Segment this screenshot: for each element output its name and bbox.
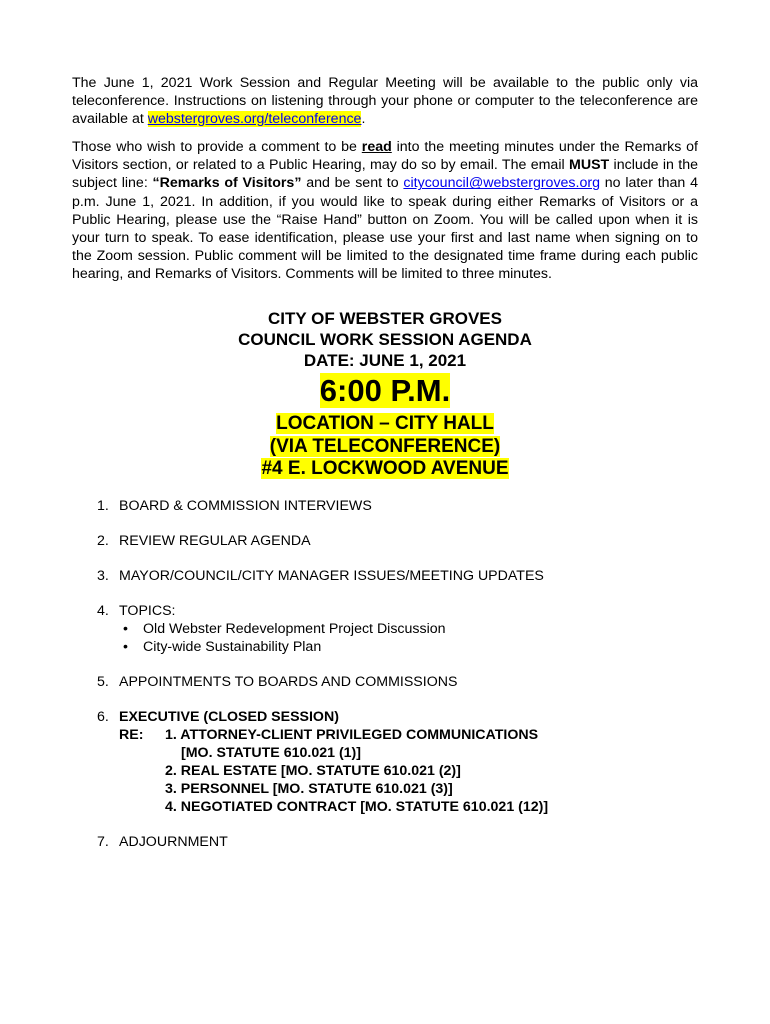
agenda-item-6 bbox=[72, 708, 698, 816]
intro-period: . bbox=[361, 111, 366, 128]
meeting-time-text: 6:00 P.M. bbox=[319, 373, 451, 409]
item-number: 2. bbox=[97, 532, 109, 549]
item-label: ADJOURNMENT bbox=[119, 833, 228, 850]
item-number: 4. bbox=[97, 602, 109, 619]
topic-label: Old Webster Redevelopment Project Discussion bbox=[143, 620, 446, 637]
location-text-2: (VIA TELECONFERENCE) bbox=[269, 435, 501, 457]
subject-line-text: “Remarks of Visitors” bbox=[152, 175, 302, 192]
agenda-list bbox=[72, 497, 698, 851]
item-number: 5. bbox=[97, 673, 109, 690]
item-label: EXECUTIVE (CLOSED SESSION) bbox=[119, 708, 339, 725]
agenda-item-5 bbox=[72, 673, 698, 691]
location-line-3 bbox=[72, 458, 698, 481]
re-row bbox=[119, 726, 698, 744]
topics-list bbox=[119, 620, 698, 656]
must-emphasis: MUST bbox=[569, 157, 610, 174]
item-label: REVIEW REGULAR AGENDA bbox=[119, 532, 311, 549]
topic-item bbox=[119, 620, 698, 638]
location-text-3: #4 E. LOCKWOOD AVENUE bbox=[261, 458, 509, 480]
agenda-item-1 bbox=[72, 497, 698, 515]
closed-session-details bbox=[119, 726, 698, 816]
comment-text-e: no later than 4 p.m. June 1, 2021. In addition, if you would like to speak during either Remarks of Visitors or a Public Hearing, please use the “Raise Hand” button on Zoom. You will be called upon when it is your turn to speak. To ease identification, please use your first and last name when signing on to the Zoom session. Public comment will be limited to the designated time frame during each public hearing, and Remarks of Visitors. Comments will be limited to three minutes. bbox=[72, 175, 698, 282]
re-item-1-statute: [MO. STATUTE 610.021 (1)] bbox=[181, 744, 362, 761]
bullet-icon: • bbox=[123, 638, 128, 655]
item-number: 3. bbox=[97, 567, 109, 584]
agenda-title: COUNCIL WORK SESSION AGENDA bbox=[238, 330, 532, 350]
read-emphasis: read bbox=[361, 139, 392, 156]
re-item-4: 4. NEGOTIATED CONTRACT [MO. STATUTE 610.021 (12)] bbox=[165, 798, 549, 815]
agenda-item-7 bbox=[72, 833, 698, 851]
re-label: RE: bbox=[119, 726, 144, 743]
agenda-header bbox=[72, 308, 698, 481]
meeting-date: DATE: JUNE 1, 2021 bbox=[303, 351, 467, 371]
re-item-3: 3. PERSONNEL [MO. STATUTE 610.021 (3)] bbox=[165, 780, 453, 797]
teleconference-link[interactable]: webstergroves.org/teleconference bbox=[147, 111, 362, 128]
bullet-icon: • bbox=[123, 620, 128, 637]
item-number: 6. bbox=[97, 708, 109, 725]
city-name: CITY OF WEBSTER GROVES bbox=[268, 309, 502, 329]
location-line-1 bbox=[72, 413, 698, 436]
topic-item bbox=[119, 638, 698, 656]
intro-paragraph-1 bbox=[72, 74, 698, 128]
item-label: APPOINTMENTS TO BOARDS AND COMMISSIONS bbox=[119, 673, 458, 690]
location-text-1: LOCATION – CITY HALL bbox=[276, 413, 494, 435]
agenda-item-4 bbox=[72, 602, 698, 656]
item-number: 7. bbox=[97, 833, 109, 850]
item-number: 1. bbox=[97, 497, 109, 514]
item-label: MAYOR/COUNCIL/CITY MANAGER ISSUES/MEETING UPDATES bbox=[119, 567, 544, 584]
meeting-time bbox=[72, 373, 698, 409]
email-link[interactable]: citycouncil@webstergroves.org bbox=[403, 175, 600, 192]
topic-label: City-wide Sustainability Plan bbox=[143, 638, 322, 655]
comment-text-a: Those who wish to provide a comment to be bbox=[72, 139, 362, 156]
intro-paragraph-2 bbox=[72, 138, 698, 283]
agenda-item-2 bbox=[72, 532, 698, 550]
intro-text: The June 1, 2021 Work Session and Regular Meeting will be available to the public only via teleconference. Instructions on listening through your phone or computer to the teleconference are available at bbox=[72, 75, 698, 128]
item-label: TOPICS: bbox=[119, 602, 176, 619]
agenda-item-3 bbox=[72, 567, 698, 585]
location-line-2 bbox=[72, 436, 698, 459]
comment-text-d: and be sent to bbox=[301, 175, 404, 192]
comment-text-b: into the meeting minutes under the Remarks of Visitors section, or related to a Public Hearing, may do so by email. The email bbox=[72, 139, 698, 174]
item-label: BOARD & COMMISSION INTERVIEWS bbox=[119, 497, 372, 514]
comment-text-c: include in the subject line: bbox=[72, 157, 699, 192]
re-item-1: 1. ATTORNEY-CLIENT PRIVILEGED COMMUNICATIONS bbox=[165, 726, 539, 743]
re-item-2: 2. REAL ESTATE [MO. STATUTE 610.021 (2)] bbox=[165, 762, 461, 779]
